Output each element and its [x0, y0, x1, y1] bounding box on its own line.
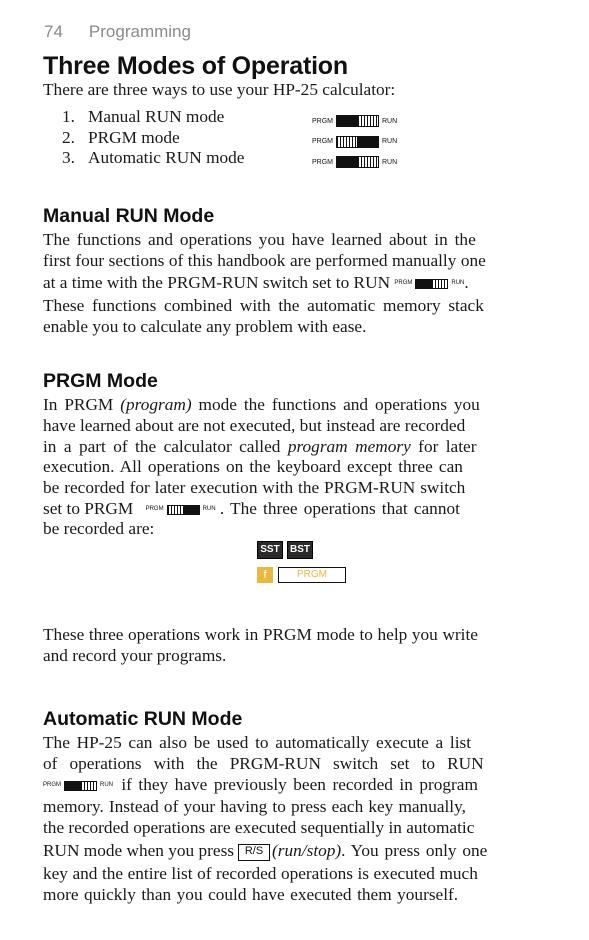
f-prefix-key: f: [257, 567, 273, 583]
auto-line-1: The HP-25 can also be used to automatically execute a list: [43, 733, 472, 752]
sst-key: SST: [257, 541, 283, 559]
auto-line-3: PRGM RUN if they have previously been recorded in program: [43, 774, 478, 797]
prgm-heading: PRGM Mode: [43, 370, 158, 392]
switch-run-icon: PRGM RUN: [394, 273, 464, 294]
switch-run-icon: PRGM RUN: [312, 156, 397, 168]
auto-line-2: of operations with the PRGM-RUN switch set to RUN: [43, 754, 484, 773]
switch-prgm-icon: PRGM RUN: [312, 136, 397, 148]
manual-line-1: The functions and operations you have learned about in the: [43, 230, 476, 249]
intro-text: There are three ways to use your HP-25 calculator:: [43, 80, 396, 99]
page-header: [44, 22, 191, 42]
modes-list: [62, 107, 244, 169]
prgm-line-2: have learned about are not executed, but instead are recorded: [43, 416, 466, 435]
list-item: 2. PRGM mode: [62, 127, 180, 147]
prgm-line-3: in a part of the calculator called program memory for later: [43, 437, 477, 456]
page-title: Three Modes of Operation: [43, 52, 348, 80]
auto-line-8: more quickly than you could have executed them yourself.: [43, 885, 459, 904]
auto-line-7: key and the entire list of recorded operations is executed much: [43, 864, 478, 883]
prgm-line-5: be recorded for later execution with the PRGM-RUN switch: [43, 478, 466, 497]
non-recordable-keys: [257, 539, 346, 583]
switch-run-icon: PRGM RUN: [43, 775, 113, 796]
prgm-after-1: These three operations work in PRGM mode to help you write: [43, 625, 478, 644]
auto-line-6: RUN mode when you press R/S (run/stop). You press only one: [43, 841, 488, 860]
manual-line-2: first four sections of this handbook are performed manually one: [43, 251, 486, 270]
list-item: 1. Manual RUN mode: [62, 107, 225, 126]
switch-prgm-icon: PRGM RUN: [146, 499, 216, 520]
prgm-line-4: execution. All operations on the keyboard except three can: [43, 457, 463, 476]
prgm-line-1: In PRGM (program) mode the functions and operations you: [43, 395, 480, 414]
prgm-after-2: and record your programs.: [43, 646, 227, 665]
auto-line-4: memory. Instead of your having to press each key manually,: [43, 797, 466, 816]
run-stop-key: R/S: [238, 844, 270, 861]
automatic-run-heading: Automatic RUN Mode: [43, 708, 243, 730]
bst-key: BST: [287, 541, 313, 559]
prgm-line-6: set to PRGM PRGM RUN . The three operations that cannot: [43, 498, 460, 521]
manual-line-5: enable you to calculate any problem with ease.: [43, 317, 367, 336]
switch-run-icon: PRGM RUN: [312, 115, 397, 127]
list-item: 3. Automatic RUN mode: [62, 148, 245, 167]
section-title: Programming: [88, 22, 191, 41]
auto-line-5: the recorded operations are executed sequentially in automatic: [43, 818, 475, 837]
prgm-key: PRGM: [278, 567, 346, 583]
manual-line-3: at a time with the PRGM-RUN switch set to RUN PRGM RUN .: [43, 272, 469, 295]
page-number: 74: [44, 22, 63, 41]
switch-diagrams: [312, 111, 397, 173]
manual-line-4: These functions combined with the automatic memory stack: [43, 296, 484, 315]
manual-run-heading: Manual RUN Mode: [43, 205, 215, 227]
prgm-line-7: be recorded are:: [43, 519, 155, 538]
